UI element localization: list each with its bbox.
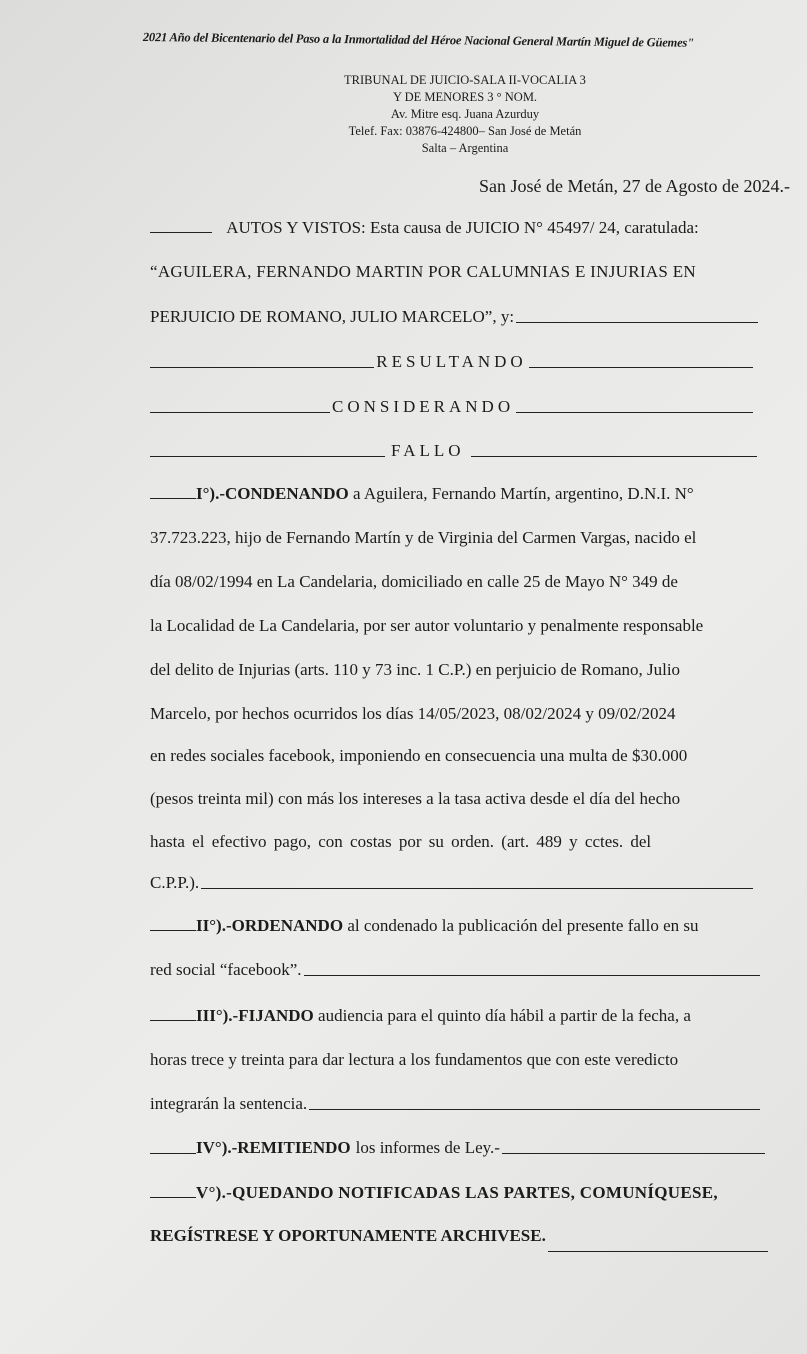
trailing-underline — [201, 888, 753, 889]
trailing-underline — [309, 1109, 760, 1110]
clause-i-text-1: a Aguilera, Fernando Martín, argentino, D.N.I. N° — [352, 484, 694, 503]
clause-i-label: I°).-CONDENANDO — [196, 484, 349, 503]
trailing-underline — [516, 322, 758, 323]
clause-i-line-8: (pesos treinta mil) con más los intereses a la tasa activa desde el día del hecho — [150, 789, 681, 808]
clause-ii-line-2 — [150, 960, 760, 980]
court-phone: Telef. Fax: 03876-424800– San José de Metán — [348, 124, 582, 138]
heading-rule-left — [150, 412, 330, 413]
clause-i-line-2: 37.723.223, hijo de Fernando Martín y de Virginia del Carmen Vargas, nacido el — [150, 528, 697, 547]
heading-rule-left — [150, 456, 385, 457]
clause-iii-line-2: horas trece y treinta para dar lectura a los fundamentos que con este veredicto — [150, 1050, 679, 1069]
fallo-text: FALLO — [391, 441, 465, 460]
heading-rule-right — [471, 456, 757, 457]
trailing-underline — [548, 1251, 768, 1252]
indent-underline — [150, 929, 196, 931]
clause-iii-text-3: integrarán la sentencia. — [150, 1094, 308, 1113]
clause-ii-line-1 — [150, 916, 765, 936]
resultando-heading — [150, 352, 753, 372]
clause-v-text-2: REGÍSTRESE Y OPORTUNAMENTE ARCHIVESE. — [150, 1226, 546, 1245]
court-name: TRIBUNAL DE JUICIO-SALA II-VOCALIA 3 — [344, 73, 586, 87]
indent-underline — [150, 1196, 196, 1198]
autos-text-1: AUTOS Y VISTOS: Esta causa de JUICIO N° 45497/ 24, caratulada: — [226, 218, 699, 237]
clause-i-line-5: del delito de Injurias (arts. 110 y 73 inc. 1 C.P.) en perjuicio de Romano, Julio — [150, 660, 681, 679]
indent-underline — [150, 231, 212, 233]
considerando-text: CONSIDERANDO — [332, 397, 515, 416]
trailing-underline — [304, 975, 761, 976]
court-header — [300, 72, 630, 157]
autos-line-1 — [150, 218, 765, 238]
heading-rule-right — [529, 367, 753, 368]
clause-i-line-9: hasta el efectivo pago, con costas por su orden. (art. 489 y cctes. del — [150, 832, 652, 851]
clause-v-line-1 — [150, 1183, 765, 1203]
indent-underline — [150, 1152, 196, 1154]
clause-i-line-1 — [150, 484, 765, 504]
resultando-text: RESULTANDO — [376, 352, 527, 371]
clause-iv-label: IV°).-REMITIENDO — [196, 1138, 351, 1157]
clause-ii-label: II°).-ORDENANDO — [196, 916, 344, 935]
clause-i-line-4: la Localidad de La Candelaria, por ser autor voluntario y penalmente responsable — [150, 616, 704, 635]
heading-rule-left — [150, 367, 374, 368]
autos-line-3 — [150, 307, 758, 327]
heading-rule-right — [516, 412, 753, 413]
court-nomination: Y DE MENORES 3 ° NOM. — [392, 90, 538, 104]
clause-i-line-7: en redes sociales facebook, imponiendo en consecuencia una multa de $30.000 — [150, 746, 688, 765]
clause-iii-line-1 — [150, 1006, 765, 1026]
clause-v-line-2 — [150, 1226, 768, 1246]
clause-i-line-3: día 08/02/1994 en La Candelaria, domiciliado en calle 25 de Mayo N° 349 de — [150, 572, 678, 591]
indent-underline — [150, 497, 196, 499]
trailing-underline — [502, 1153, 765, 1154]
clause-i-line-6: Marcelo, por hechos ocurridos los días 14/05/2023, 08/02/2024 y 09/02/2024 — [150, 704, 676, 723]
clause-iii-line-3 — [150, 1094, 760, 1114]
court-location: Salta – Argentina — [421, 141, 509, 155]
autos-text-3: PERJUICIO DE ROMANO, JULIO MARCELO”, y: — [150, 307, 515, 326]
indent-underline — [150, 1019, 196, 1021]
clause-i-line-10 — [150, 873, 753, 893]
document-date: San José de Metán, 27 de Agosto de 2024.- — [479, 176, 790, 196]
clause-iii-label: III°).-FIJANDO — [196, 1006, 314, 1025]
clause-ii-text-1: al condenado la publicación del presente fallo en su — [347, 916, 699, 935]
court-address: Av. Mitre esq. Juana Azurduy — [390, 107, 540, 121]
autos-line-2 — [150, 262, 765, 282]
clause-i-text-10: C.P.P.). — [150, 873, 200, 892]
clause-iii-text-1: audiencia para el quinto día hábil a partir de la fecha, a — [318, 1006, 691, 1025]
autos-text-2: “AGUILERA, FERNANDO MARTIN POR CALUMNIAS E INJURIAS EN — [150, 262, 696, 281]
clause-iv-text: los informes de Ley.- — [355, 1138, 500, 1157]
considerando-heading — [150, 397, 753, 417]
clause-ii-text-2: red social “facebook”. — [150, 960, 302, 979]
fallo-heading — [150, 441, 757, 461]
clause-iv-line — [150, 1138, 765, 1158]
clause-v-text-1: V°).-QUEDANDO NOTIFICADAS LAS PARTES, COMUNÍQUESE, — [196, 1183, 718, 1202]
commemorative-motto: 2021 Año del Bicentenario del Paso a la Inmortalidad del Héroe Nacional General Martín Miguel de Güemes" — [142, 30, 694, 50]
